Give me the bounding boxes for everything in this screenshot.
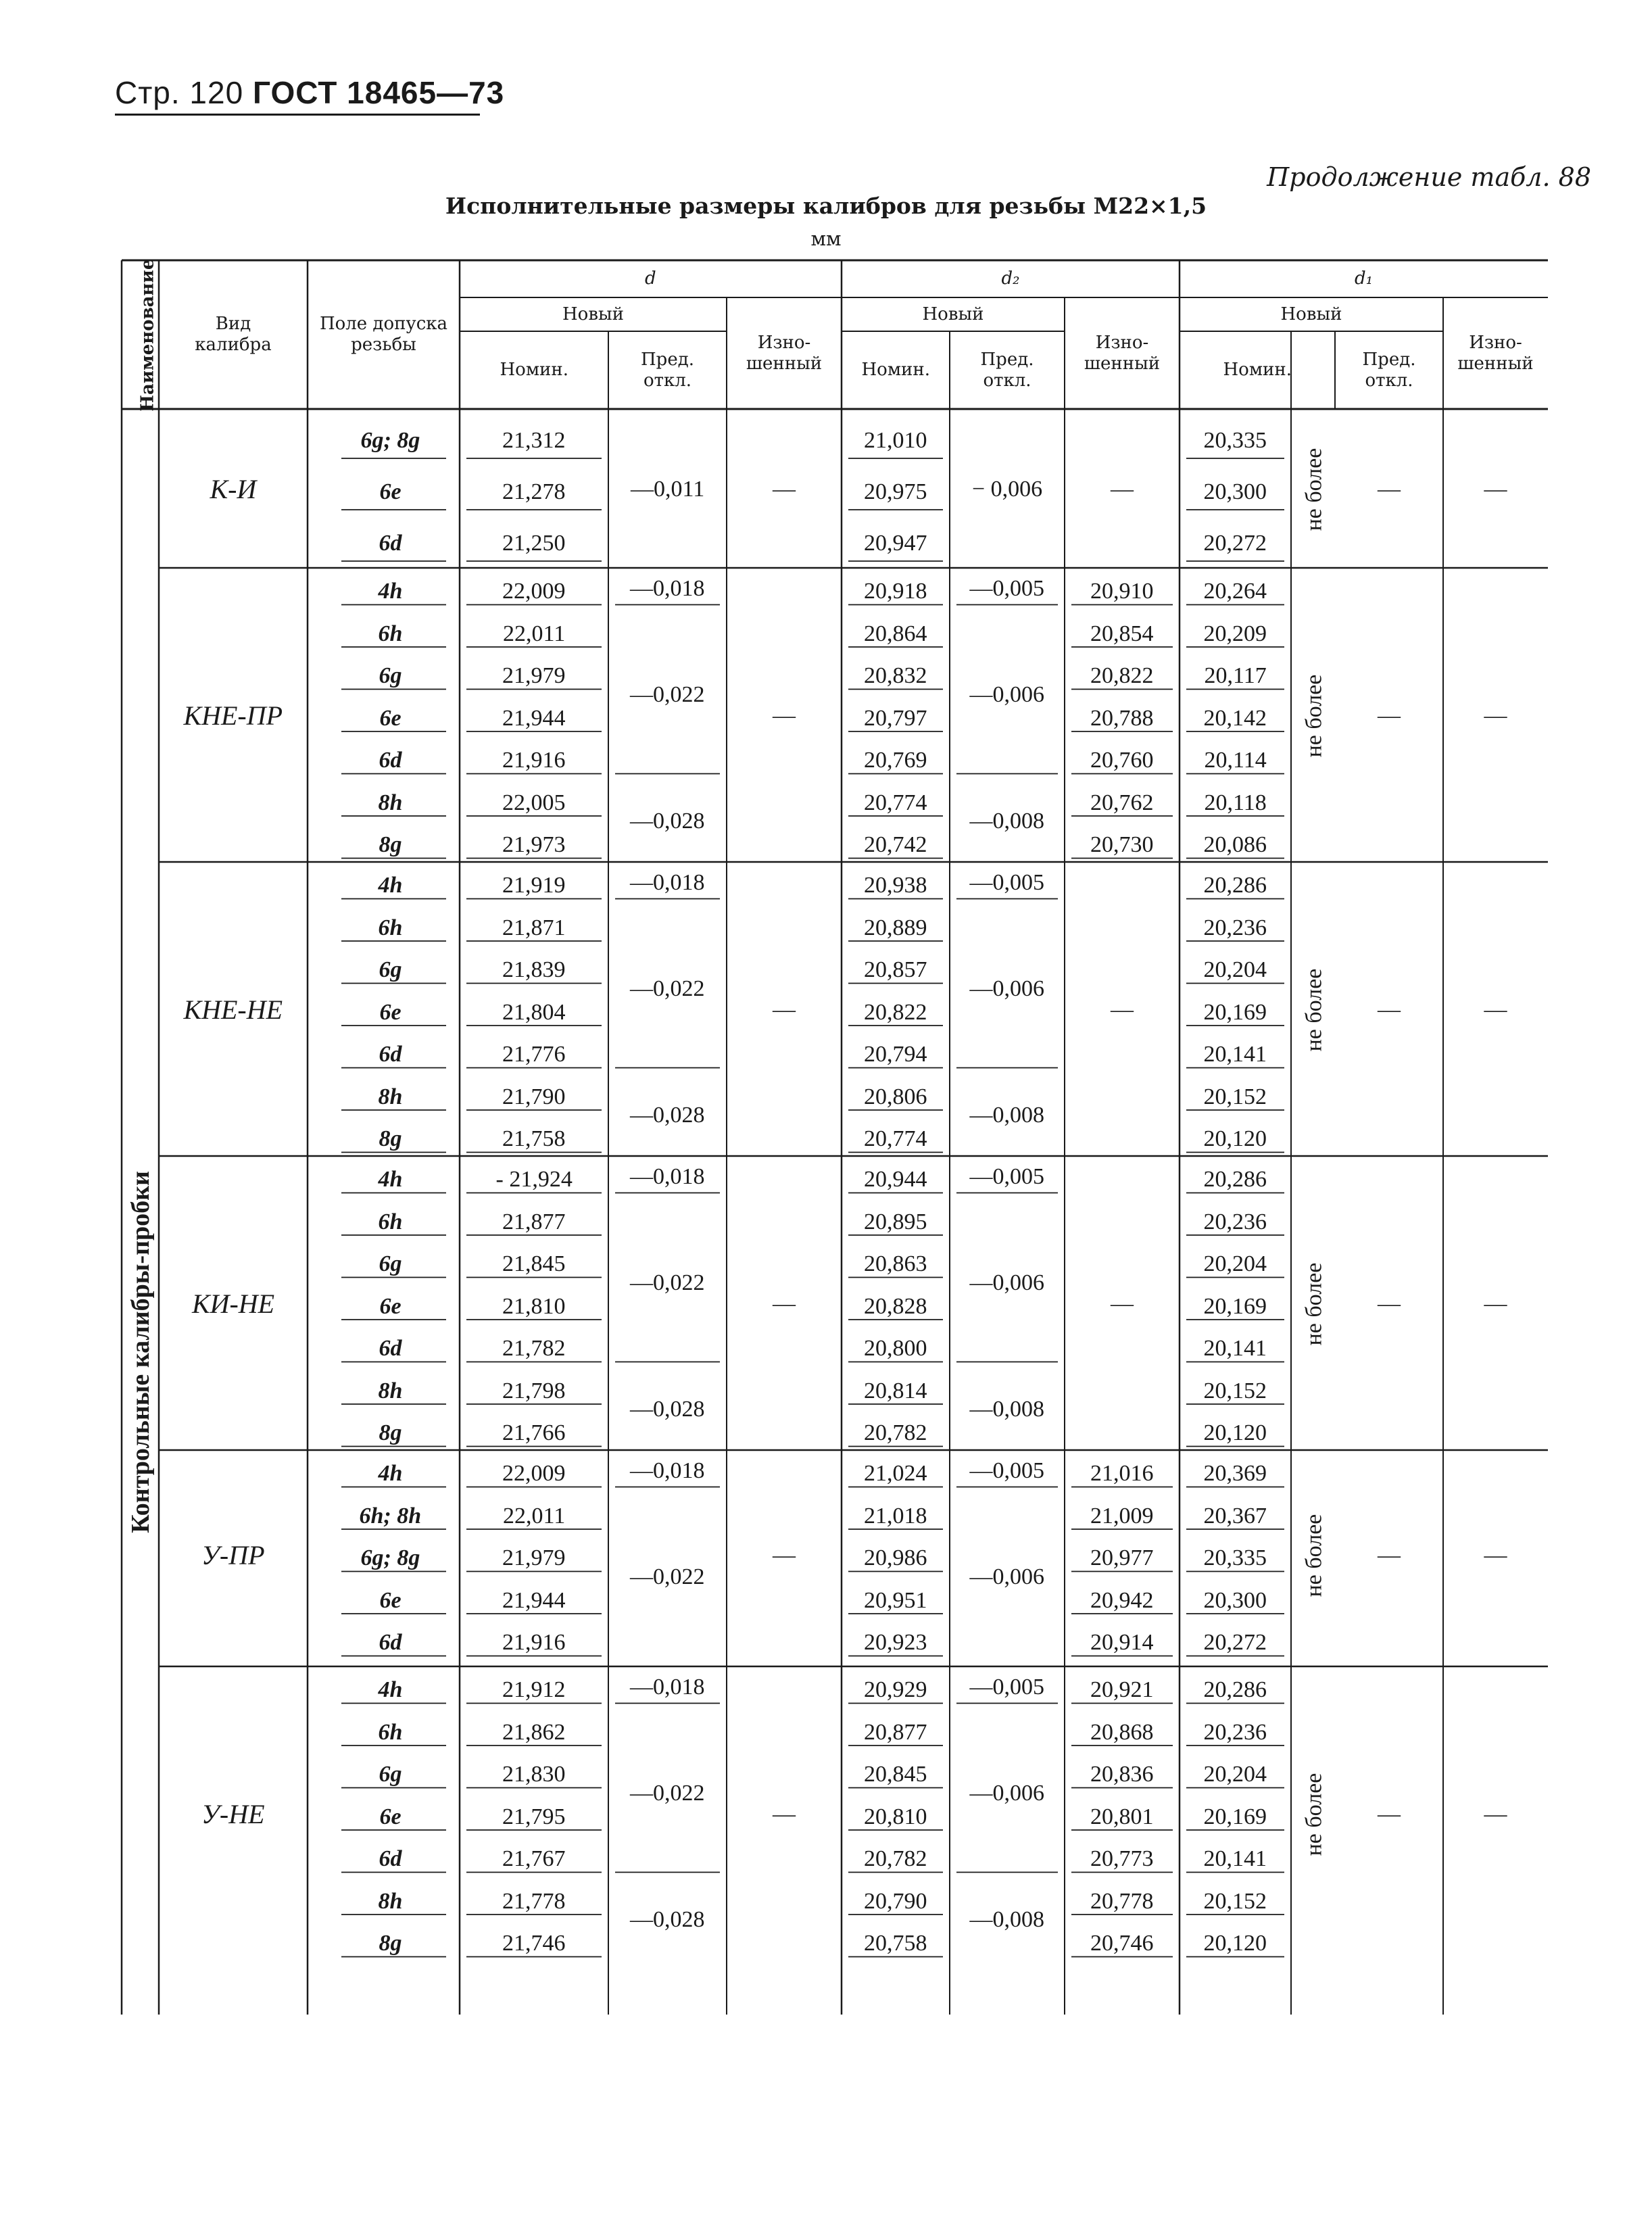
- gauge-kind: У-ПР: [201, 1540, 265, 1571]
- d2-deviation: —0,005: [969, 1675, 1044, 1700]
- header-field: Поле допуска резьбы: [319, 314, 448, 356]
- d-deviation: —0,018: [630, 1164, 705, 1190]
- d2-nominal: 20,822: [864, 999, 927, 1025]
- d-deviation: —0,028: [630, 809, 705, 834]
- header-name: Наименование: [137, 258, 157, 412]
- d2-worn: 20,910: [1090, 579, 1154, 604]
- d2-worn: 20,914: [1090, 1630, 1154, 1656]
- d-deviation: —0,022: [630, 976, 705, 1001]
- d1-nominal: 20,152: [1203, 1084, 1267, 1109]
- tolerance-field: 6h; 8h: [359, 1503, 422, 1528]
- d1-nominal: 20,335: [1203, 1545, 1267, 1571]
- tolerance-field: 6g: [379, 957, 402, 983]
- d1-nominal: 20,286: [1203, 1167, 1267, 1193]
- d2-deviation: —0,008: [969, 1397, 1044, 1422]
- d2-worn: 20,942: [1090, 1587, 1154, 1613]
- d-nominal: 21,795: [502, 1804, 566, 1829]
- d-worn-dash: —: [773, 996, 796, 1022]
- d-nominal: 21,916: [502, 1630, 566, 1656]
- gauge-kind: К-И: [210, 474, 257, 504]
- header-worn-1: Изно-шенный: [1084, 332, 1161, 374]
- d2-nominal: 20,864: [864, 621, 927, 646]
- d2-nominal: 20,944: [864, 1167, 927, 1193]
- tolerance-field: 8h: [378, 790, 403, 815]
- d1-nominal: 20,120: [1203, 1420, 1267, 1446]
- d-deviation: —0,022: [630, 1780, 705, 1806]
- d2-nominal: 20,938: [864, 873, 927, 898]
- d1-deviation-not-more: не более: [1301, 1773, 1327, 1856]
- d2-worn: 20,773: [1090, 1846, 1154, 1872]
- d-worn-dash: —: [773, 1291, 796, 1316]
- d1-deviation-not-more: не более: [1301, 448, 1327, 531]
- d1-deviation-dash: —: [1378, 1291, 1401, 1316]
- table-unit: мм: [810, 227, 842, 250]
- d2-worn: 21,016: [1090, 1461, 1154, 1487]
- d2-worn: 20,836: [1090, 1762, 1154, 1787]
- d2-nominal: 20,863: [864, 1251, 927, 1277]
- d-nominal: 21,746: [502, 1931, 566, 1956]
- tolerance-field: 6d: [379, 1846, 402, 1872]
- tolerance-field: 8g: [379, 1126, 402, 1152]
- header-worn-2: Изно-шенный: [1457, 332, 1534, 374]
- tolerance-field: 8g: [379, 1931, 402, 1956]
- d1-worn-dash: —: [1484, 1801, 1507, 1827]
- d2-nominal: 21,010: [864, 428, 927, 453]
- d-nominal: 21,912: [502, 1677, 566, 1703]
- d2-worn-dash: —: [1111, 477, 1134, 502]
- d1-nominal: 20,369: [1203, 1461, 1267, 1487]
- d1-nominal: 20,169: [1203, 1293, 1267, 1319]
- header-d2: d₂: [1001, 268, 1020, 289]
- d1-deviation-dash: —: [1378, 477, 1401, 502]
- tolerance-field: 4h: [378, 1677, 403, 1703]
- d2-worn: 21,009: [1090, 1503, 1154, 1528]
- d2-deviation: —0,008: [969, 809, 1044, 834]
- d-worn-dash: —: [773, 1801, 796, 1827]
- header-nominal-2: Номин.: [1223, 360, 1292, 380]
- d1-nominal: 20,142: [1203, 705, 1267, 731]
- d-nominal: 21,804: [502, 999, 566, 1025]
- d2-nominal: 20,975: [864, 479, 927, 504]
- d1-nominal: 20,204: [1203, 1251, 1267, 1277]
- d2-nominal: 21,018: [864, 1503, 927, 1528]
- d1-deviation-not-more: не более: [1301, 1514, 1327, 1597]
- d-nominal: 21,766: [502, 1420, 566, 1446]
- d2-deviation: —0,006: [969, 1564, 1044, 1589]
- d1-worn-dash: —: [1484, 702, 1507, 728]
- tolerance-field: 6d: [379, 1630, 402, 1656]
- tolerance-field: 4h: [378, 579, 403, 604]
- tolerance-field: 8h: [378, 1084, 403, 1109]
- d1-nominal: 20,264: [1203, 579, 1267, 604]
- d-worn-dash: —: [773, 1543, 796, 1568]
- d1-nominal: 20,286: [1203, 1677, 1267, 1703]
- d1-deviation-dash: —: [1378, 1543, 1401, 1568]
- d1-nominal: 20,286: [1203, 873, 1267, 898]
- gauge-kind: КНЕ-ПР: [183, 700, 283, 731]
- d1-nominal: 20,209: [1203, 621, 1267, 646]
- tolerance-field: 8h: [378, 1888, 403, 1914]
- d2-nominal: 20,845: [864, 1762, 927, 1787]
- d2-nominal: 20,782: [864, 1420, 927, 1446]
- d-nominal: 22,005: [502, 790, 566, 815]
- d2-nominal: 20,794: [864, 1042, 927, 1067]
- d-deviation: —0,028: [630, 1397, 705, 1422]
- d-nominal: 21,877: [502, 1209, 566, 1234]
- d1-nominal: 20,204: [1203, 957, 1267, 983]
- standard-number: ГОСТ 18465—73: [252, 75, 505, 110]
- d2-worn: 20,762: [1090, 790, 1154, 815]
- d-nominal: 21,973: [502, 832, 566, 858]
- d2-deviation: —0,005: [969, 870, 1044, 896]
- tolerance-field: 6g: [379, 663, 402, 689]
- d-deviation: —0,018: [630, 1458, 705, 1484]
- d2-nominal: 20,742: [864, 832, 927, 858]
- d-nominal: 21,830: [502, 1762, 566, 1787]
- d1-nominal: 20,152: [1203, 1378, 1267, 1403]
- d-nominal: 21,790: [502, 1084, 566, 1109]
- d-nominal: 21,798: [502, 1378, 566, 1403]
- d2-nominal: 20,769: [864, 748, 927, 773]
- tolerance-field: 8g: [379, 1420, 402, 1446]
- d1-nominal: 20,300: [1203, 479, 1267, 504]
- d-deviation: —0,022: [630, 681, 705, 707]
- d2-nominal: 20,758: [864, 1931, 927, 1956]
- tolerance-field: 6g: [379, 1762, 402, 1787]
- d-nominal: 21,312: [502, 428, 566, 453]
- d1-nominal: 20,169: [1203, 1804, 1267, 1829]
- d2-worn-dash: —: [1111, 1291, 1134, 1316]
- d1-worn-dash: —: [1484, 477, 1507, 502]
- d1-nominal: 20,120: [1203, 1931, 1267, 1956]
- d1-deviation-dash: —: [1378, 1801, 1401, 1827]
- d-worn-dash: —: [773, 702, 796, 728]
- d1-worn-dash: —: [1484, 996, 1507, 1022]
- d1-nominal: 20,141: [1203, 1336, 1267, 1362]
- d2-deviation: —0,005: [969, 576, 1044, 602]
- d2-nominal: 20,951: [864, 1587, 927, 1613]
- header-new-0: Новый: [562, 304, 624, 324]
- d-nominal: 22,011: [503, 1503, 566, 1528]
- header-kind: Вид калибра: [195, 314, 272, 356]
- d2-nominal: 20,782: [864, 1846, 927, 1872]
- d-nominal: 21,979: [502, 663, 566, 689]
- d2-worn: 20,778: [1090, 1888, 1154, 1914]
- d2-deviation: —0,006: [969, 1780, 1044, 1806]
- d-deviation: —0,018: [630, 576, 705, 602]
- header-worn-0: Изно-шенный: [746, 332, 823, 374]
- tolerance-field: 6h: [378, 621, 403, 646]
- d2-worn: 20,788: [1090, 705, 1154, 731]
- tolerance-field: 6e: [379, 705, 402, 731]
- d2-worn-dash: —: [1111, 996, 1134, 1022]
- d-deviation: —0,022: [630, 1270, 705, 1295]
- category-label: Контрольные калибры-пробки: [126, 1171, 155, 1533]
- d2-nominal: 20,877: [864, 1719, 927, 1745]
- d2-deviation: —0,008: [969, 1907, 1044, 1932]
- table-continuation: Продолжение табл. 88: [1267, 162, 1591, 192]
- d1-nominal: 20,141: [1203, 1042, 1267, 1067]
- d1-deviation-dash: —: [1378, 996, 1401, 1022]
- d2-nominal: 20,986: [864, 1545, 927, 1571]
- tolerance-field: 6h: [378, 915, 403, 940]
- d1-nominal: 20,300: [1203, 1587, 1267, 1613]
- header-deviation-0: Пред. откл.: [641, 349, 694, 391]
- tolerance-field: 6e: [379, 1804, 402, 1829]
- d-nominal: 21,845: [502, 1251, 566, 1277]
- tolerance-field: 6e: [379, 1587, 402, 1613]
- d2-worn: 20,854: [1090, 621, 1154, 646]
- d1-nominal: 20,367: [1203, 1503, 1267, 1528]
- d2-nominal: 20,774: [864, 790, 927, 815]
- d1-nominal: 20,120: [1203, 1126, 1267, 1152]
- tolerance-field: 6e: [379, 479, 402, 504]
- tolerance-field: 6h: [378, 1209, 403, 1234]
- d-nominal: 21,782: [502, 1336, 566, 1362]
- d2-worn: 20,868: [1090, 1719, 1154, 1745]
- d2-nominal: 20,923: [864, 1630, 927, 1656]
- d2-nominal: 20,857: [864, 957, 927, 983]
- d2-deviation: —0,006: [969, 976, 1044, 1001]
- d-nominal: 21,776: [502, 1042, 566, 1067]
- table-title: Исполнительные размеры калибров для резьбы М22×1,5: [445, 193, 1207, 219]
- d-nominal: 21,871: [502, 915, 566, 940]
- d2-deviation: —0,005: [969, 1164, 1044, 1190]
- d1-worn-dash: —: [1484, 1543, 1507, 1568]
- d2-nominal: 20,832: [864, 663, 927, 689]
- d-nominal: - 21,924: [495, 1167, 573, 1193]
- tolerance-field: 8h: [378, 1378, 403, 1403]
- d2-nominal: 20,814: [864, 1378, 927, 1403]
- d2-worn: 20,730: [1090, 832, 1154, 858]
- d2-deviation: —0,006: [969, 681, 1044, 707]
- d2-worn: 20,746: [1090, 1931, 1154, 1956]
- tolerance-field: 4h: [378, 1167, 403, 1193]
- d-deviation: —0,022: [630, 1564, 705, 1589]
- d1-nominal: 20,236: [1203, 915, 1267, 940]
- d1-nominal: 20,272: [1203, 1630, 1267, 1656]
- d2-worn: 20,977: [1090, 1545, 1154, 1571]
- d-nominal: 21,250: [502, 531, 566, 556]
- tolerance-field: 4h: [378, 1461, 403, 1487]
- d1-nominal: 20,169: [1203, 999, 1267, 1025]
- d1-nominal: 20,236: [1203, 1719, 1267, 1745]
- d-nominal: 21,767: [502, 1846, 566, 1872]
- d2-nominal: 21,024: [864, 1461, 927, 1487]
- d-nominal: 21,778: [502, 1888, 566, 1914]
- header-new-1: Новый: [922, 304, 984, 324]
- d-nominal: 21,916: [502, 748, 566, 773]
- gauge-kind: КНЕ-НЕ: [183, 994, 283, 1025]
- d2-nominal: 20,806: [864, 1084, 927, 1109]
- header-d: d: [645, 268, 656, 289]
- tolerance-field: 6e: [379, 999, 402, 1025]
- header-new-2: Новый: [1280, 304, 1342, 324]
- d2-nominal: 20,790: [864, 1888, 927, 1914]
- tolerance-field: 6h: [378, 1719, 403, 1745]
- d1-nominal: 20,114: [1204, 748, 1267, 773]
- tolerance-field: 6d: [379, 531, 402, 556]
- d-deviation: —0,028: [630, 1907, 705, 1932]
- d-deviation: —0,018: [630, 1675, 705, 1700]
- d2-nominal: 20,947: [864, 531, 927, 556]
- d1-nominal: 20,335: [1203, 428, 1267, 453]
- d-worn-dash: —: [773, 477, 796, 502]
- d2-nominal: 20,918: [864, 579, 927, 604]
- gauge-kind: КИ-НЕ: [192, 1288, 275, 1319]
- d-nominal: 21,944: [502, 1587, 566, 1613]
- tolerance-field: 6g: [379, 1251, 402, 1277]
- tolerance-field: 6g; 8g: [360, 1545, 420, 1571]
- tolerance-field: 6g; 8g: [360, 428, 420, 453]
- d-nominal: 21,862: [502, 1719, 566, 1745]
- d1-nominal: 20,086: [1203, 832, 1267, 858]
- page-number: Стр. 120: [115, 75, 244, 110]
- d2-nominal: 20,889: [864, 915, 927, 940]
- d1-nominal: 20,272: [1203, 531, 1267, 556]
- tolerance-field: 4h: [378, 873, 403, 898]
- header-deviation-1: Пред. откл.: [980, 349, 1034, 391]
- d2-nominal: 20,810: [864, 1804, 927, 1829]
- d-nominal: 21,810: [502, 1293, 566, 1319]
- d-nominal: 21,758: [502, 1126, 566, 1152]
- d2-nominal: 20,797: [864, 705, 927, 731]
- d2-nominal: 20,800: [864, 1336, 927, 1362]
- tolerance-field: 6d: [379, 748, 402, 773]
- d2-deviation: —0,008: [969, 1103, 1044, 1128]
- d1-nominal: 20,236: [1203, 1209, 1267, 1234]
- d-nominal: 21,979: [502, 1545, 566, 1571]
- d1-nominal: 20,141: [1203, 1846, 1267, 1872]
- header-d1: d₁: [1355, 268, 1374, 289]
- d2-nominal: 20,929: [864, 1677, 927, 1703]
- d1-deviation-not-more: не более: [1301, 674, 1327, 758]
- d1-nominal: 20,152: [1203, 1888, 1267, 1914]
- tolerance-field: 8g: [379, 832, 402, 858]
- d1-deviation-not-more: не более: [1301, 1262, 1327, 1346]
- d-nominal: 22,011: [503, 621, 566, 646]
- d2-nominal: 20,828: [864, 1293, 927, 1319]
- d-deviation: —0,011: [631, 477, 705, 502]
- d2-nominal: 20,895: [864, 1209, 927, 1234]
- d-nominal: 22,009: [502, 1461, 566, 1487]
- tolerance-field: 6e: [379, 1293, 402, 1319]
- d-deviation: —0,028: [630, 1103, 705, 1128]
- d2-worn: 20,801: [1090, 1804, 1154, 1829]
- d1-nominal: 20,117: [1204, 663, 1267, 689]
- d1-deviation-not-more: не более: [1301, 968, 1327, 1052]
- d2-deviation: —0,006: [969, 1270, 1044, 1295]
- d2-nominal: 20,774: [864, 1126, 927, 1152]
- gauge-kind: У-НЕ: [201, 1798, 265, 1829]
- tolerance-field: 6d: [379, 1042, 402, 1067]
- d-deviation: —0,018: [630, 870, 705, 896]
- d-nominal: 21,278: [502, 479, 566, 504]
- d2-worn: 20,921: [1090, 1677, 1154, 1703]
- tolerance-field: 6d: [379, 1336, 402, 1362]
- d1-worn-dash: —: [1484, 1291, 1507, 1316]
- header-nominal-1: Номин.: [861, 360, 930, 380]
- d1-deviation-dash: —: [1378, 702, 1401, 728]
- d-nominal: 22,009: [502, 579, 566, 604]
- d2-worn: 20,822: [1090, 663, 1154, 689]
- d2-deviation: − 0,006: [972, 477, 1043, 502]
- d2-worn: 20,760: [1090, 748, 1154, 773]
- d2-deviation: —0,005: [969, 1458, 1044, 1484]
- d1-nominal: 20,204: [1203, 1762, 1267, 1787]
- d-nominal: 21,839: [502, 957, 566, 983]
- d1-nominal: 20,118: [1204, 790, 1267, 815]
- d-nominal: 21,944: [502, 705, 566, 731]
- header-deviation-2: Пред. откл.: [1362, 349, 1416, 391]
- d-nominal: 21,919: [502, 873, 566, 898]
- header-nominal-0: Номин.: [500, 360, 568, 380]
